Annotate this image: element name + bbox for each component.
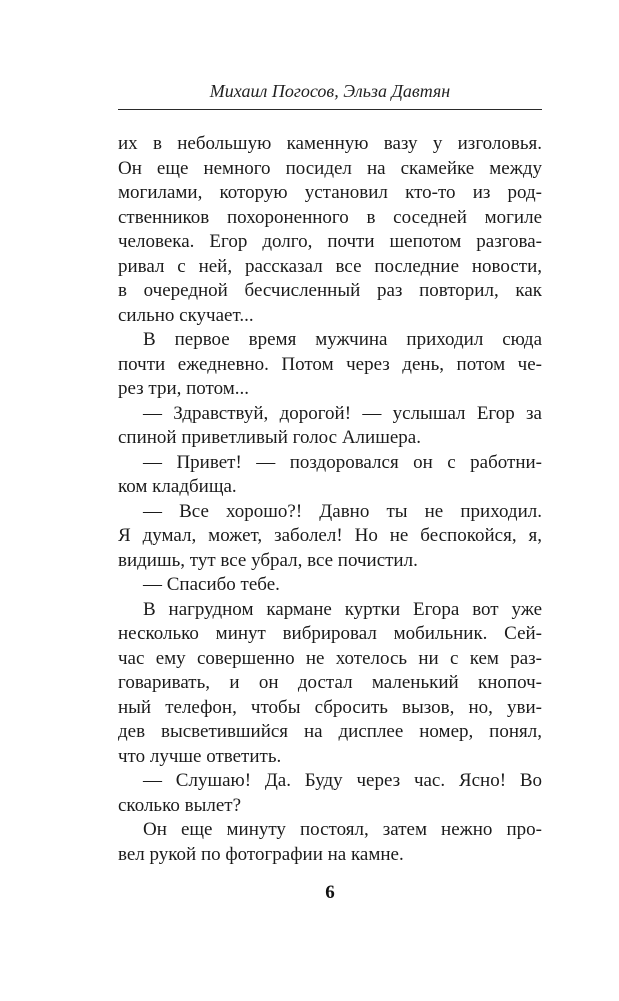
text-line: — Привет! — поздоровался он с работни- — [143, 451, 542, 473]
text-line: — Спасибо тебе. — [143, 574, 280, 595]
text-line: — Все хорошо?! Давно ты не приходил. — [143, 500, 542, 522]
text-line: их в небольшую каменную вазу у изголовья. — [118, 133, 542, 154]
text-line: могилами, которую установил кто-то из род- — [118, 182, 542, 203]
text-line: ственников похороненного в соседней могиле — [118, 206, 542, 228]
text-line: что лучше ответить. — [118, 745, 282, 767]
text-line: ривал с ней, рассказал все последние новости, — [118, 255, 542, 277]
text-line: в очередной бесчисленный раз повторил, как — [118, 280, 542, 301]
text-line: сильно скучает... — [118, 304, 254, 326]
text-line: дев высветившийся на дисплее номер, понял, — [118, 721, 542, 742]
text-line: спиной приветливый голос Алишера. — [118, 427, 421, 448]
text-line: несколько минут вибрировал мобильник. Сей- — [118, 623, 542, 644]
authors-label: Михаил Погосов, Эльза Давтян — [209, 81, 451, 101]
text-line: ный телефон, чтобы сбросить вызов, но, уви- — [118, 696, 542, 718]
header-rule — [118, 109, 542, 110]
text-line: Он еще немного посидел на скамейке между — [118, 157, 542, 179]
text-line: В нагрудном кармане куртки Егора вот уже — [143, 598, 542, 620]
text-column — [118, 0, 542, 904]
text-line: Он еще минуту постоял, затем нежно про- — [143, 819, 542, 840]
body-text — [118, 132, 542, 867]
text-line: — Здравствуй, дорогой! — услышал Егор за — [143, 402, 542, 424]
text-line: говаривать, и он достал маленький кнопоч- — [118, 672, 542, 693]
text-line: — Слушаю! Да. Буду через час. Ясно! Во — [143, 770, 542, 791]
text-line: сколько вылет? — [118, 794, 241, 816]
text-line: Я думал, может, заболел! Но не беспокойся, я, — [118, 525, 542, 546]
text-line: рез три, потом... — [118, 378, 250, 399]
text-line: ком кладбища. — [118, 476, 237, 497]
text-line: видишь, тут все убрал, все почистил. — [118, 549, 418, 571]
text-line: человека. Егор долго, почти шепотом разгова- — [118, 231, 542, 252]
running-header — [118, 80, 542, 102]
text-line: час ему совершенно не хотелось ни с кем раз- — [118, 647, 542, 669]
text-line: В первое время мужчина приходил сюда — [143, 329, 542, 350]
text-line: почти ежедневно. Потом через день, потом че- — [118, 353, 542, 375]
text-line: вел рукой по фотографии на камне. — [118, 843, 404, 865]
page-number: 6 — [325, 882, 335, 903]
